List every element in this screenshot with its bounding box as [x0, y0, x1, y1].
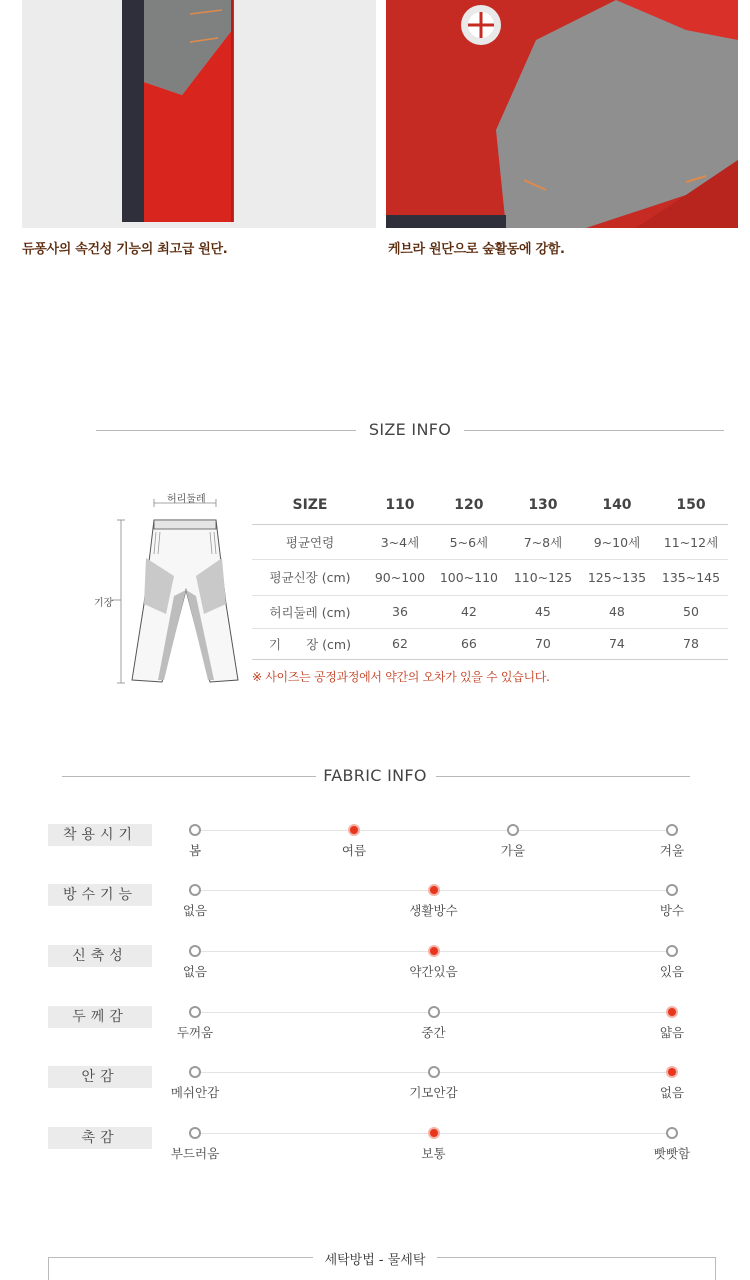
- rating-dot-selected: [428, 1127, 440, 1139]
- table-cell: 11~12세: [654, 524, 728, 559]
- rating-dot: [189, 1127, 201, 1139]
- rating-option-label: 약간있음: [409, 964, 458, 979]
- rating-option-label: 생활방수: [409, 903, 458, 918]
- product-photo-right: [386, 0, 738, 228]
- rating-dot: [428, 1006, 440, 1018]
- fabric-row-label: 촉감: [48, 1127, 152, 1149]
- table-cell: 125~135: [580, 559, 654, 595]
- table-cell: 42: [432, 595, 506, 628]
- rating-dot-selected: [428, 945, 440, 957]
- table-row: [252, 559, 728, 595]
- washing-title: 세탁방법 - 물세탁: [313, 1253, 438, 1268]
- photo-caption-left: 듀퐁사의 속건성 기능의 최고급 원단.: [22, 242, 228, 257]
- row-label: 기 장 (cm): [252, 628, 368, 659]
- size-header-cell: 140: [580, 486, 654, 524]
- rating-dot-selected: [348, 824, 360, 836]
- table-cell: 50: [654, 595, 728, 628]
- rating-option-label: 얇음: [659, 1025, 685, 1040]
- table-row: [252, 595, 728, 628]
- rating-dot: [189, 1006, 201, 1018]
- table-cell: 78: [654, 628, 728, 659]
- size-header-cell: 110: [368, 486, 432, 524]
- rating-dot: [428, 1066, 440, 1078]
- rating-option-label: 겨울: [659, 843, 685, 858]
- rating-option-label: 없음: [182, 903, 208, 918]
- rating-option-label: 기모안감: [409, 1085, 458, 1100]
- washing-title-wrap: [0, 1249, 750, 1268]
- rating-option-label: 가을: [500, 843, 526, 858]
- fabric-row-label: 안감: [48, 1066, 152, 1088]
- size-header-cell: 130: [506, 486, 580, 524]
- row-label: 평균신장 (cm): [252, 559, 368, 595]
- table-cell: 90~100: [368, 559, 432, 595]
- rating-dot: [666, 884, 678, 896]
- table-cell: 45: [506, 595, 580, 628]
- diagram-waist-label: 허리둘레: [167, 494, 206, 505]
- table-cell: 74: [580, 628, 654, 659]
- pants-size-diagram: [88, 486, 248, 691]
- rating-option-label: 봄: [188, 843, 202, 858]
- rating-dot: [666, 945, 678, 957]
- rating-option-label: 없음: [182, 964, 208, 979]
- rating-option-label: 메쉬안감: [170, 1085, 220, 1100]
- table-cell: 66: [432, 628, 506, 659]
- fabric-row-label: 방수기능: [48, 884, 152, 906]
- table-cell: 36: [368, 595, 432, 628]
- fabric-row-label: 신축성: [48, 945, 152, 967]
- size-header-cell: 120: [432, 486, 506, 524]
- rating-dot: [666, 1127, 678, 1139]
- table-cell: 48: [580, 595, 654, 628]
- table-row: [252, 628, 728, 659]
- table-cell: 100~110: [432, 559, 506, 595]
- table-cell: 5~6세: [432, 524, 506, 559]
- fabric-info-title: FABRIC INFO: [323, 766, 427, 785]
- size-table-header-row: [252, 486, 728, 524]
- rating-option-label: 보통: [421, 1146, 446, 1161]
- fabric-row-label: 착용시기: [48, 824, 152, 846]
- fabric-info-divider-left: [62, 776, 316, 777]
- product-photo-left: [22, 0, 376, 228]
- rating-dot: [189, 824, 201, 836]
- rating-dot: [666, 824, 678, 836]
- size-info-divider-left: [96, 430, 356, 431]
- table-cell: 110~125: [506, 559, 580, 595]
- table-cell: 7~8세: [506, 524, 580, 559]
- size-table: [252, 486, 728, 660]
- rating-dot: [189, 884, 201, 896]
- fabric-row-label: 두께감: [48, 1006, 152, 1028]
- rating-dot-selected: [666, 1066, 678, 1078]
- rating-track: [195, 830, 672, 831]
- rating-option-label: 여름: [341, 843, 367, 858]
- rating-option-label: 있음: [659, 964, 685, 979]
- size-header-cell: 150: [654, 486, 728, 524]
- rating-dot: [189, 945, 201, 957]
- row-label: 허리둘레 (cm): [252, 595, 368, 628]
- table-cell: 62: [368, 628, 432, 659]
- rating-option-label: 두꺼움: [176, 1025, 214, 1040]
- rating-option-label: 없음: [659, 1085, 685, 1100]
- diagram-length-label: 기장: [94, 598, 114, 609]
- rating-dot-selected: [428, 884, 440, 896]
- rating-option-label: 빳빳함: [653, 1146, 691, 1161]
- row-label: 평균연령: [252, 524, 368, 559]
- rating-option-label: 중간: [421, 1025, 446, 1040]
- size-info-title: SIZE INFO: [368, 420, 452, 439]
- table-cell: 9~10세: [580, 524, 654, 559]
- rating-dot: [507, 824, 519, 836]
- photo-caption-right: 케브라 원단으로 숲활동에 강함.: [388, 242, 565, 257]
- size-info-divider-right: [464, 430, 724, 431]
- table-cell: 135~145: [654, 559, 728, 595]
- table-row: [252, 524, 728, 559]
- rating-option-label: 부드러움: [170, 1146, 220, 1161]
- rating-dot-selected: [666, 1006, 678, 1018]
- fabric-info-divider-right: [436, 776, 690, 777]
- rating-dot: [189, 1066, 201, 1078]
- size-note: ※ 사이즈는 공정과정에서 약간의 오차가 있을 수 있습니다.: [252, 670, 550, 684]
- rating-option-label: 방수: [659, 903, 685, 918]
- table-cell: 70: [506, 628, 580, 659]
- table-cell: 3~4세: [368, 524, 432, 559]
- size-header-cell: SIZE: [252, 486, 368, 524]
